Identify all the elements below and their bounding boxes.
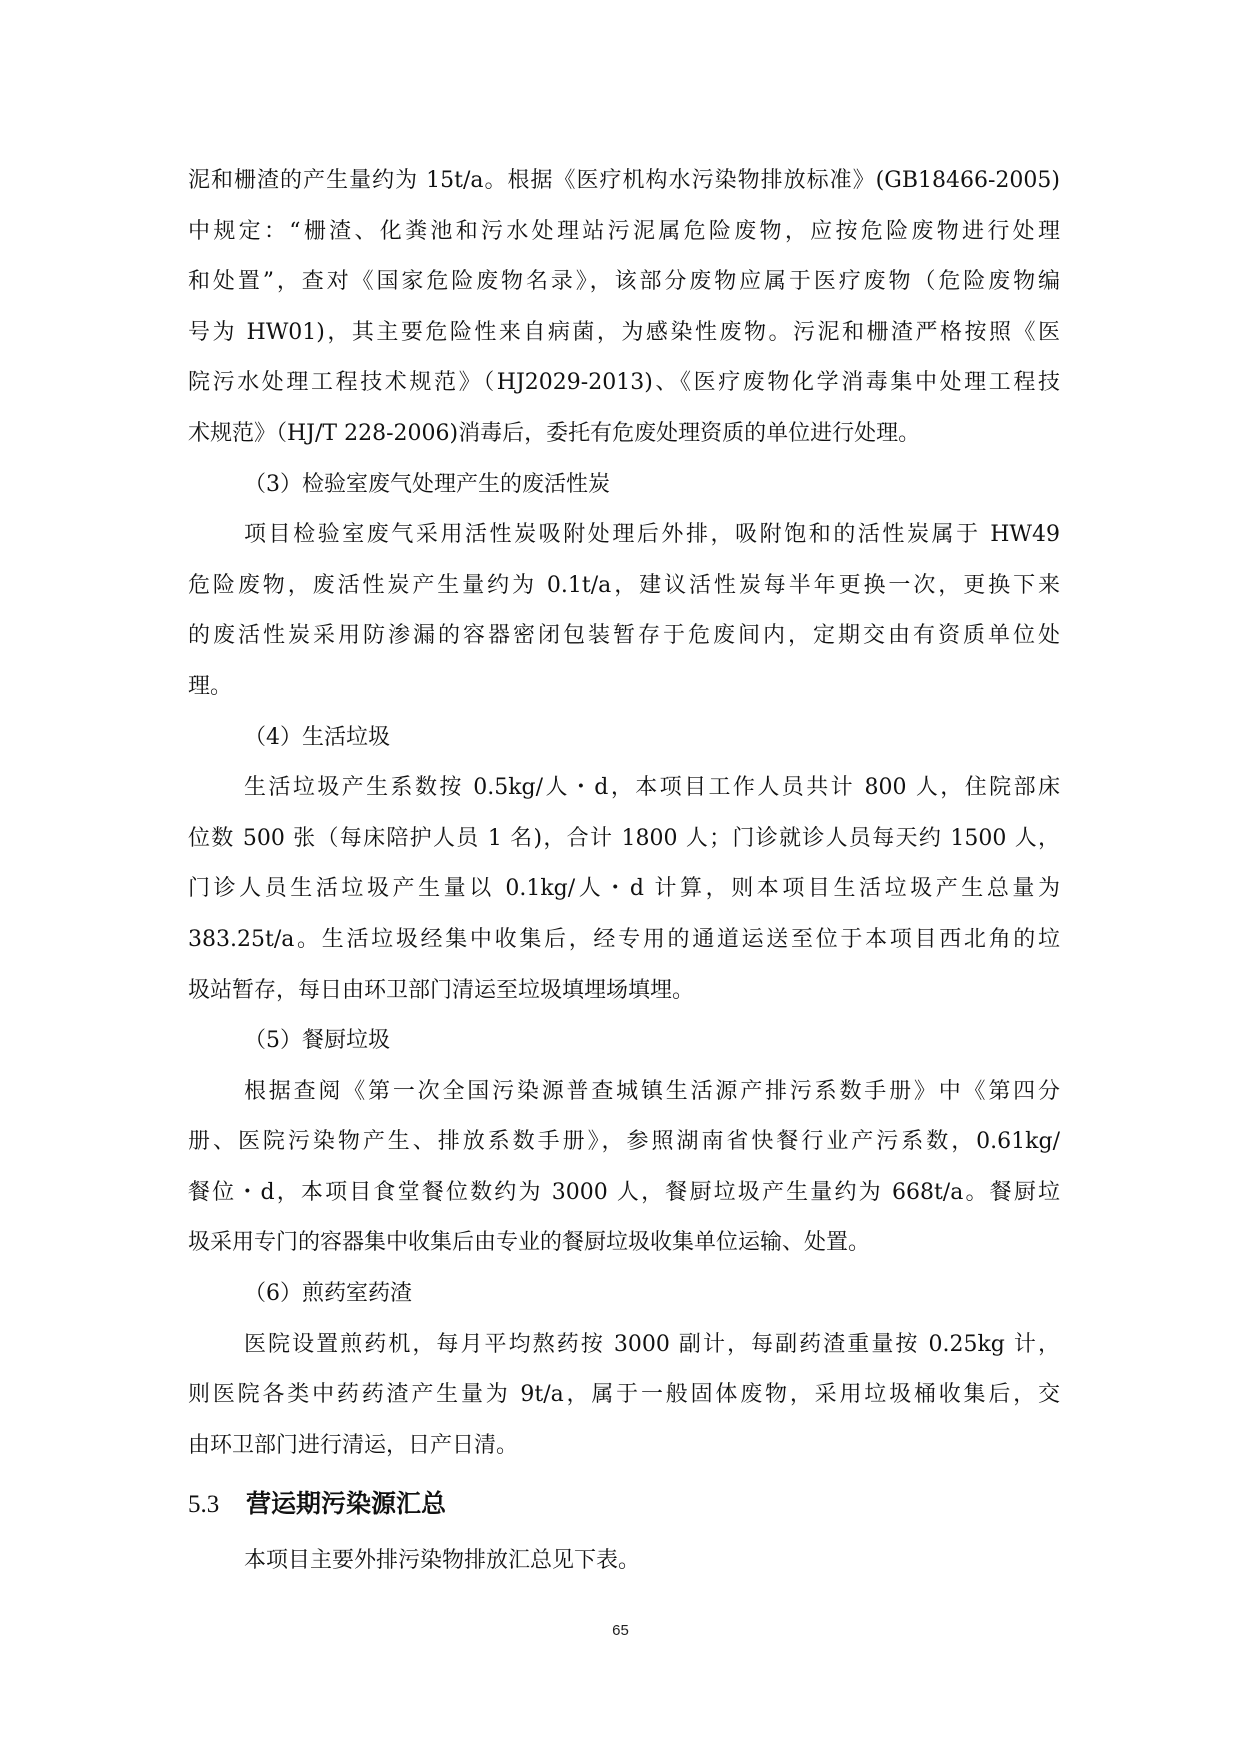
subheading-kitchen-waste: （5）餐厨垃圾 — [244, 1028, 390, 1054]
text-line: 号为 HW01)，其主要危险性来自病菌，为感染性废物。污泥和栅渣严格按照《医 — [188, 319, 1060, 345]
text-line: 的废活性炭采用防渗漏的容器密闭包装暂存于危废间内，定期交由有资质单位处 — [188, 623, 1060, 649]
paragraph-domestic-garbage — [188, 763, 1060, 1016]
text-line: 圾采用专门的容器集中收集后由专业的餐厨垃圾收集单位运输、处置。 — [188, 1230, 871, 1256]
page-body — [188, 156, 1060, 1587]
subheading-waste-activated-carbon: （3）检验室废气处理产生的废活性炭 — [244, 471, 610, 497]
text-line: 中规定：“栅渣、化粪池和污水处理站污泥属危险废物，应按危险废物进行处理 — [188, 218, 1060, 244]
paragraph-herb-residue — [188, 1320, 1060, 1472]
paragraph-kitchen-waste — [188, 1067, 1060, 1269]
paragraph-summary-intro: 本项目主要外排污染物排放汇总见下表。 — [244, 1548, 641, 1574]
section-heading — [188, 1475, 1060, 1534]
text-line: 泥和栅渣的产生量约为 15t/a。根据《医疗机构水污染物排放标准》(GB18466-2005) — [188, 168, 1060, 193]
text-line: 则医院各类中药药渣产生量为 9t/a，属于一般固体废物，采用垃圾桶收集后，交 — [188, 1382, 1060, 1408]
subheading-domestic-garbage: （4）生活垃圾 — [244, 724, 390, 750]
text-line: 根据查阅《第一次全国污染源普查城镇生活源产排污系数手册》中《第四分 — [244, 1078, 1060, 1104]
text-line: 危险废物，废活性炭产生量约为 0.1t/a，建议活性炭每半年更换一次，更换下来 — [188, 572, 1060, 598]
section-title: 营运期污染源汇总 — [246, 1489, 447, 1519]
text-line: 理。 — [188, 673, 233, 699]
subheading-herb-residue: （6）煎药室药渣 — [244, 1281, 412, 1307]
paragraph-sludge-screenings — [188, 156, 1060, 460]
text-line: 门诊人员生活垃圾产生量以 0.1kg/人・d 计算，则本项目生活垃圾产生总量为 — [188, 876, 1060, 902]
text-line: 院污水处理工程技术规范》（HJ2029-2013)、《医疗废物化学消毒集中处理工程技 — [188, 370, 1060, 396]
text-line: 由环卫部门进行清运，日产日清。 — [188, 1432, 519, 1458]
text-line: 383.25t/a。生活垃圾经集中收集后，经专用的通道运送至位于本项目西北角的垃 — [188, 926, 1060, 952]
text-line: 册、医院污染物产生、排放系数手册》，参照湖南省快餐行业产污系数，0.61kg/ — [188, 1129, 1060, 1155]
text-line: 和处置”，查对《国家危险废物名录》，该部分废物应属于医疗废物（危险废物编 — [188, 269, 1060, 295]
text-line: 位数 500 张（每床陪护人员 1 名)，合计 1800 人；门诊就诊人员每天约 1500 人， — [188, 825, 1060, 851]
section-number: 5.3 — [188, 1491, 220, 1519]
text-line: 生活垃圾产生系数按 0.5kg/人・d，本项目工作人员共计 800 人，住院部床 — [244, 775, 1060, 801]
text-line: 餐位・d，本项目食堂餐位数约为 3000 人，餐厨垃圾产生量约为 668t/a。餐厨垃 — [188, 1179, 1060, 1205]
text-line: 医院设置煎药机，每月平均熬药按 3000 副计，每副药渣重量按 0.25kg 计， — [244, 1331, 1060, 1357]
text-line: 项目检验室废气采用活性炭吸附处理后外排，吸附饱和的活性炭属于 HW49 — [244, 522, 1060, 548]
text-line: 术规范》（HJ/T 228-2006)消毒后，委托有危废处理资质的单位进行处理。 — [188, 420, 921, 446]
text-line: 圾站暂存，每日由环卫部门清运至垃圾填埋场填埋。 — [188, 977, 695, 1003]
page-number: 65 — [612, 1622, 629, 1639]
paragraph-activated-carbon — [188, 510, 1060, 712]
